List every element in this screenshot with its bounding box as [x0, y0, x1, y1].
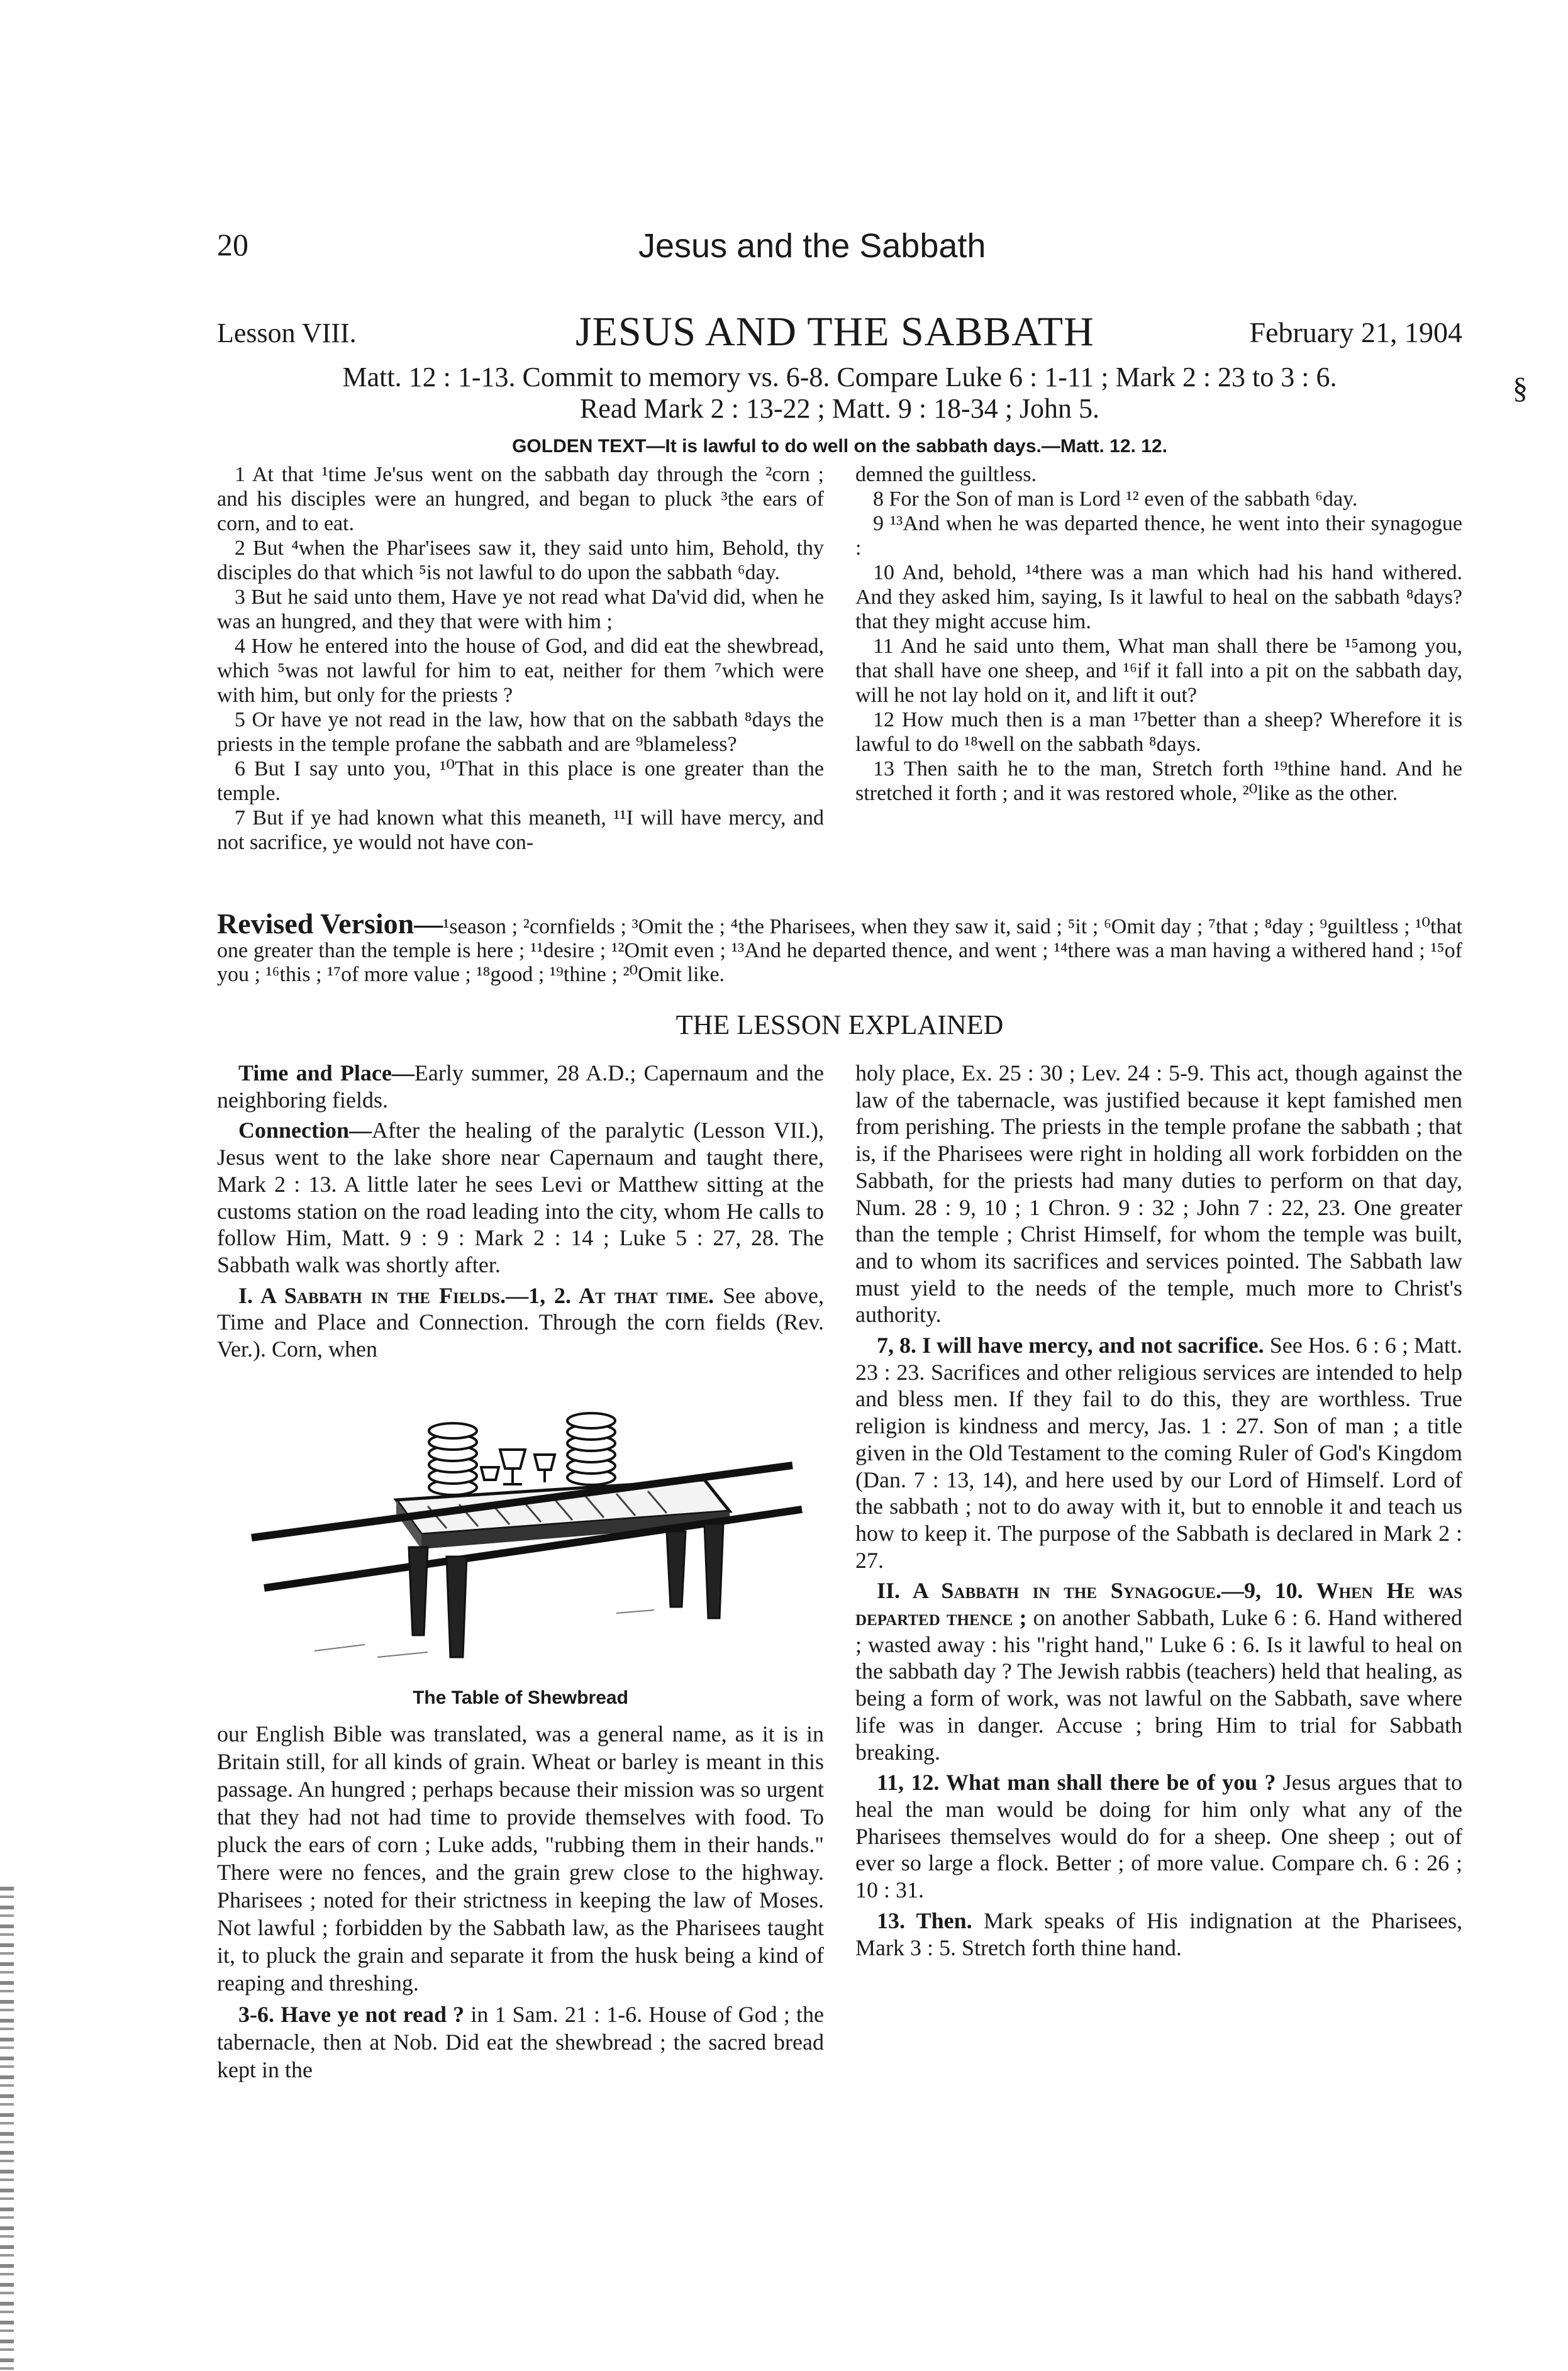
paragraph-text: Jesus argues that to heal the man would be doing for him only what any of the Pharisees themselves would do for a sheep. One sheep ; out of ever so large a flock. Better ; of more value. Compare ch. 6 : 26 ; 10 : 31. [855, 1770, 1463, 1903]
section-heading: I. A Sabbath in the Fields.—1, 2. At that time. [238, 1282, 714, 1308]
paragraph-text: See above, Time and Place and Connection. Through the corn fields (Rev. Ver.). Corn, when [217, 1282, 824, 1362]
paragraph-lead: 3-6. Have ye not read ? [238, 2002, 465, 2027]
verse: 1 At that ¹time Je'sus went on the sabbath day through the ²corn ; and his disciples were an hungred, and began to pluck ³the ears of corn, and to eat. [217, 463, 824, 535]
explained-right-column [855, 1060, 1462, 1965]
verse: 2 But ⁴when the Phar'isees saw it, they said unto him, Behold, thy disciples do that which ⁵is not lawful to do upon the sabbath ⁶day. [217, 536, 824, 584]
verse: 8 For the Son of man is Lord ¹² even of the sabbath ⁶day. [873, 487, 1358, 511]
lesson-date: February 21, 1904 [1249, 316, 1462, 348]
verse: 7 But if ye had known what this meaneth, ¹¹I will have mercy, and not sacrifice, ye would not have con- [217, 806, 824, 854]
paragraph [217, 1117, 824, 1278]
verse: 3 But he said unto them, Have ye not read what Da'vid did, when he was an hungred, and they that were with him ; [217, 586, 824, 633]
verse: 5 Or have ye not read in the law, how that on the sabbath ⁸days the priests in the temple profane the sabbath and are ⁹blameless? [217, 708, 824, 756]
paragraph-text: holy place, Ex. 25 : 30 ; Lev. 24 : 5-9. This act, though against the law of the tabernacle, was justified because it kept famished men from perishing. The priests in the temple profane the sabbath ; that is, if the Pharisees were right in holding all work forbidden on the Sabbath, for the priests had many duties to perform on that day, Num. 28 : 9, 10 ; 1 Chron. 9 : 32 ; John 7 : 22, 23. One greater than the temple ; Christ Himself, for whom the temple was built, and to whom its sacrifices and services pointed. The Sabbath law must yield to the needs of the temple, much more to Christ's authority. [855, 1060, 1462, 1328]
paragraph [855, 1577, 1462, 1765]
explained-left-column-top [217, 1060, 824, 1367]
paragraph-lead: 11, 12. What man shall there be of you ? [877, 1770, 1276, 1796]
paragraph-lead: Time and Place— [238, 1060, 414, 1086]
golden-text: GOLDEN TEXT—It is lawful to do well on the sabbath days.—Matt. 12. 12. [512, 436, 1167, 457]
lesson-number: Lesson VIII. [217, 318, 357, 348]
page-number: 20 [217, 227, 248, 262]
paragraph [855, 1060, 1462, 1328]
paragraph-text: After the healing of the paralytic (Lesson VII.), Jesus went to the lake shore near Capernaum and taught there, Mark 2 : 13. A little later he sees Levi or Matthew sitting at the customs station on the road leading into the city, whom He calls to follow Him, Matt. 9 : 9 : Mark 2 : 14 ; Luke 5 : 27, 28. The Sabbath walk was shortly after. [217, 1118, 824, 1277]
scripture-left-column [217, 462, 824, 855]
verse: 10 And, behold, ¹⁴there was a man which had his hand withered. And they asked him, saying, Is it lawful to heal on the sabbath ⁸days? that they might accuse him. [855, 561, 1462, 633]
paragraph-lead: 7, 8. I will have mercy, and not sacrifice. [877, 1333, 1264, 1358]
paragraph [855, 1769, 1462, 1904]
paragraph-text: Early summer, 28 A.D.; Capernaum and the neighboring fields. [217, 1060, 824, 1113]
figure-caption: The Table of Shewbread [413, 1687, 628, 1708]
paragraph [855, 1332, 1462, 1574]
paragraph [217, 2001, 824, 2084]
lesson-title-row [217, 308, 1462, 358]
verse: demned the guiltless. [855, 463, 1037, 486]
lesson-title: JESUS AND THE SABBATH [575, 309, 1094, 355]
section-heading: II. A Sabbath in the Synagogue.—9, 10. When He was departed thence ; [855, 1578, 1462, 1631]
revised-version-label: Revised Version— [217, 908, 443, 940]
scripture-right-column [855, 462, 1462, 806]
shewbread-table-image [239, 1406, 805, 1670]
lesson-explained-heading: THE LESSON EXPLAINED [676, 1009, 1004, 1040]
paragraph [217, 1282, 824, 1363]
verse: 4 How he entered into the house of God, and did eat the shewbread, which ⁵was not lawful for him to eat, neither for them ⁷which were with him, but only for the priests ? [217, 635, 824, 707]
revised-version-notes [217, 908, 1462, 987]
paragraph [855, 1907, 1462, 1961]
paragraph [217, 1060, 824, 1113]
paragraph-text: our English Bible was translated, was a general name, as it is in Britain still, for all kinds of grain. Wheat or barley is meant in this passage. An hungred ; perhaps because their mission was so urgent that they had not had time to provide themselves with food. To pluck the ears of corn ; Luke adds, "rubbing them in their hands." There were no fences, and the grain grew close to the highway. Pharisees ; noted for their strictness in keeping the law of Moses. Not lawful ; forbidden by the Sabbath law, as the Pharisees taught it, to pluck the grain and separate it from the husk being a kind of reaping and threshing. [217, 1721, 824, 1996]
paragraph-text: Mark speaks of His indignation at the Pharisees, Mark 3 : 5. Stretch forth thine hand. [855, 1907, 1462, 1960]
verse: 12 How much then is a man ¹⁷better than a sheep? Wherefore it is lawful to do ¹⁸well on the sabbath ⁸days. [855, 708, 1462, 756]
paragraph [217, 1720, 824, 1997]
verse: 13 Then saith he to the man, Stretch forth ¹⁹thine hand. And he stretched it forth ; and it was restored whole, ²⁰like as the other. [855, 757, 1462, 805]
paragraph-text: in 1 Sam. 21 : 1-6. House of God ; the tabernacle, then at Nob. Did eat the shewbread ; the sacred bread kept in the [217, 2002, 824, 2082]
shewbread-table-illustration [239, 1406, 805, 1657]
revised-version-text: ¹season ; ²cornfields ; ³Omit the ; ⁴the Pharisees, when they saw it, said ; ⁵it ; ⁶Omit day ; ⁷that ; ⁸day ; ⁹guiltless ; ¹⁰that one greater than the temple is here ; ¹¹desire ; ¹²Omit even ; ¹³And he departed thence, and went ; ¹⁴there was a man having a withered hand ; ¹⁵of you ; ¹⁶this ; ¹⁷of more value ; ¹⁸good ; ¹⁹thine ; ²⁰Omit like. [217, 915, 1462, 986]
verse: 9 ¹³And when he was departed thence, he went into their synagogue : [855, 512, 1462, 560]
paragraph-lead: Connection— [238, 1118, 372, 1143]
paragraph-lead: 13. Then. [877, 1907, 972, 1933]
running-title: Jesus and the Sabbath [638, 227, 986, 265]
verse: 6 But I say unto you, ¹⁰That in this place is one greater than the temple. [217, 757, 824, 805]
verse: 11 And he said unto them, What man shall there be ¹⁵among you, that shall have one sheep, and ¹⁶if it fall into a pit on the sabbath day, will he not lay hold on it, and lift it out? [855, 635, 1462, 707]
scan-edge-artifact [0, 1887, 14, 2371]
margin-mark-icon: § [1513, 372, 1528, 405]
references-line-2: Read Mark 2 : 13-22 ; Matt. 9 : 18-34 ; John 5. [579, 393, 1100, 424]
references-line-1: Matt. 12 : 1-13. Commit to memory vs. 6-8. Compare Luke 6 : 1-11 ; Mark 2 : 23 to 3 : 6. [342, 362, 1337, 392]
paragraph-text: See Hos. 6 : 6 ; Matt. 23 : 23. Sacrifices and other religious services are intended to help and bless men. If they fail to do this, they are worthless. True religion is kindness and mercy, Jas. 1 : 27. Son of man ; a title given in the Old Testament to the coming Ruler of God's Kingdom (Dan. 7 : 13, 14), and here used by our Lord of Himself. Lord of the sabbath ; not to do away with it, but to ennoble it and teach us how to keep it. The purpose of the Sabbath is declared in Mark 2 : 27. [855, 1333, 1462, 1573]
paragraph-text: on another Sabbath, Luke 6 : 6. Hand withered ; wasted away : his "right hand," Luke 6 : 6. Is it lawful to heal on the sabbath day ? The Jewish rabbis (teachers) held that healing, as being a form of work, was not lawful on the Sabbath, save where life was in danger. Accuse ; bring Him to trial for Sabbath breaking. [855, 1605, 1463, 1765]
explained-left-column-bottom [217, 1720, 824, 2087]
lesson-references [217, 362, 1462, 425]
